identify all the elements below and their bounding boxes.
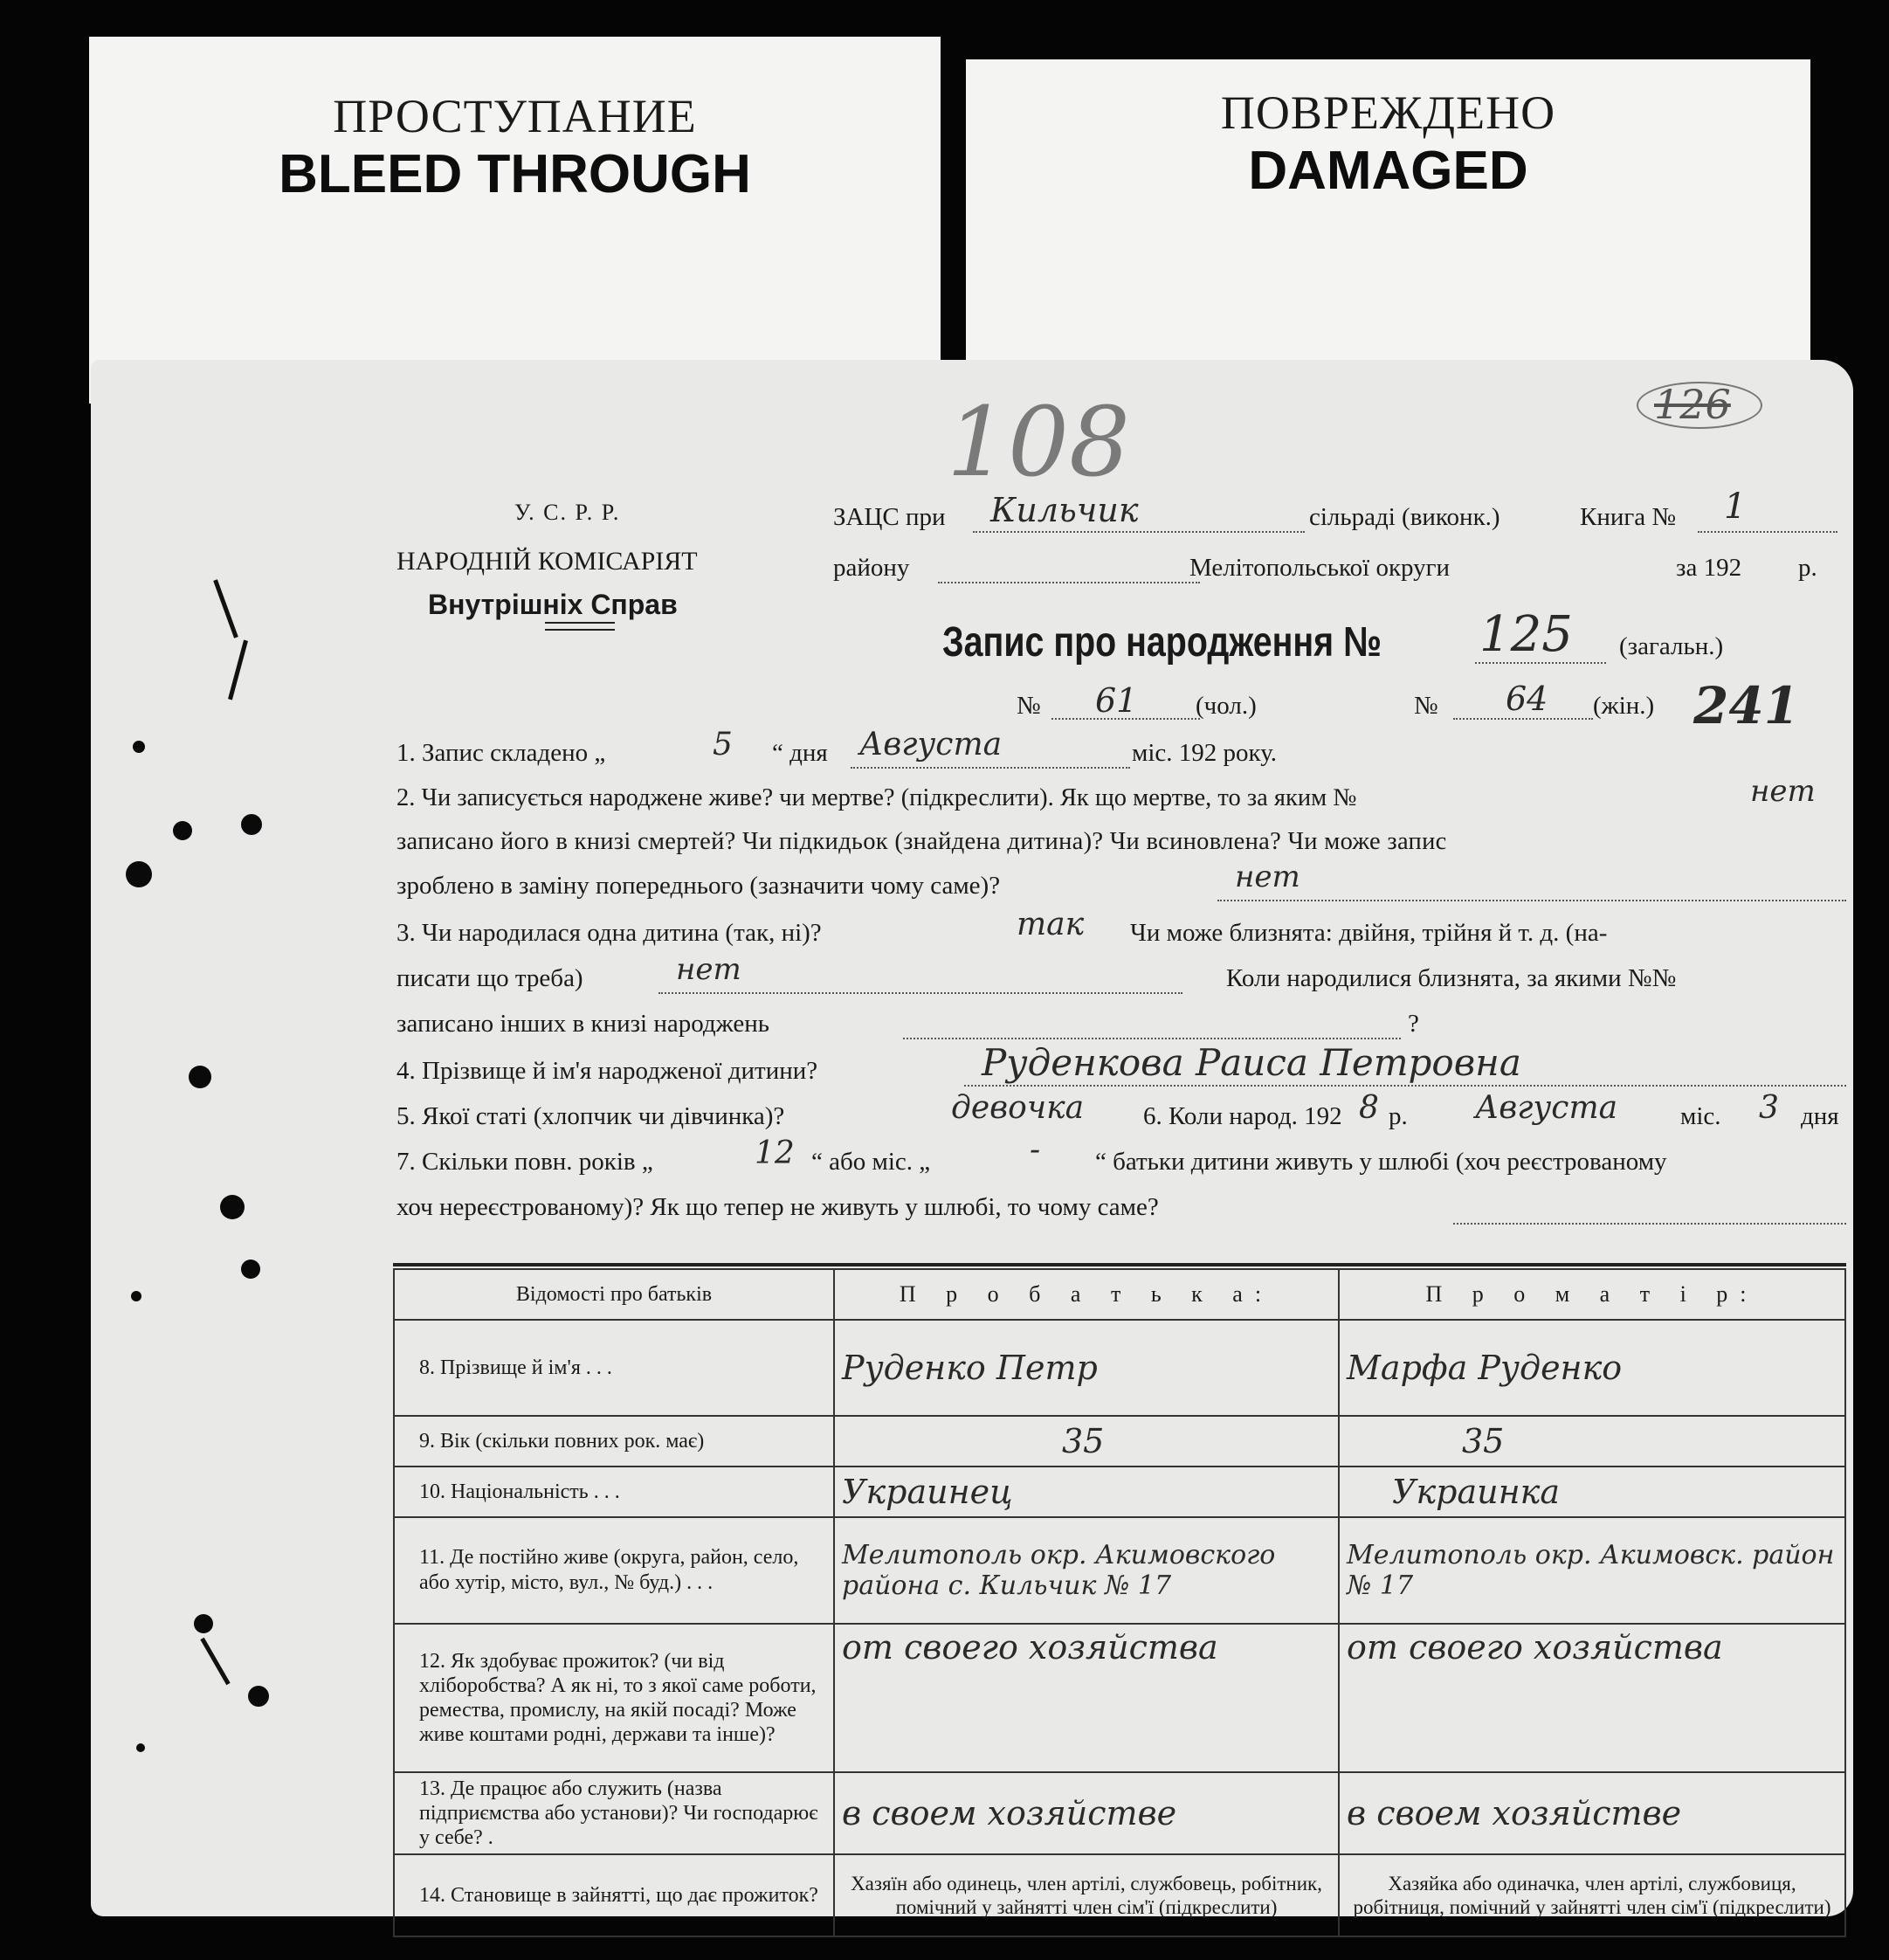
q7-months: - — [1030, 1132, 1041, 1168]
table-row — [394, 1416, 1845, 1467]
year-suffix: р. — [1798, 554, 1817, 582]
mother-value: Марфа Руденко — [1339, 1320, 1845, 1416]
q1-month-line — [851, 767, 1130, 769]
org-underline — [545, 622, 615, 624]
raion-label: району — [833, 554, 910, 582]
row-label: 9. Вік (скільки повних рок. має) — [394, 1416, 834, 1467]
archive-number-handwritten: 108 — [947, 386, 1130, 498]
q1-prefix: 1. Запис складено „ — [396, 739, 606, 767]
year-label: за 192 — [1676, 554, 1742, 582]
row-label: 11. Де постійно живе (округа, район, село, або хутір, місто, вул., № буд.) . . . — [394, 1517, 834, 1624]
q7-rest: “ батьки дитини живуть у шлюбі (хоч реєстрованому — [1095, 1148, 1667, 1176]
birth-record-sheet — [91, 360, 1853, 1916]
table-header-info: Відомості про батьків — [394, 1269, 834, 1320]
table-header-father: П р о б а т ь к а: — [834, 1269, 1339, 1320]
parents-table — [393, 1268, 1846, 1937]
village-name: Кильчик — [990, 491, 1139, 529]
punch-hole — [241, 1260, 260, 1279]
q2-line2: записано його в книзі смертей? Чи підкидьок (знайдена дитина)? Чи всиновлена? Чи може запис — [396, 828, 1447, 855]
q6-month: Августа — [1475, 1090, 1618, 1126]
q7-answer-line — [1453, 1223, 1846, 1225]
father-value: 35 — [834, 1416, 1339, 1467]
q4-answer-line — [964, 1085, 1846, 1087]
table-row — [394, 1517, 1845, 1624]
bleed-through-label-card — [89, 37, 941, 404]
father-value: Руденко Петр — [834, 1320, 1339, 1416]
village-field-line — [973, 531, 1305, 533]
father-value: в своем хозяйстве — [834, 1772, 1339, 1854]
mother-value: Мелитополь окр. Акимовск. район № 17 — [1339, 1517, 1845, 1624]
table-header-row — [394, 1269, 1845, 1320]
record-number-line — [1475, 662, 1606, 664]
record-number: 125 — [1479, 606, 1573, 663]
father-value: Хазяїн або одинець, член артілі, службовець, робітник, помічний у зайнятті член сім'ї (підкреслити) — [834, 1854, 1339, 1936]
q1-month: Августа — [859, 727, 1003, 763]
org-line2: НАРОДНІЙ КОМІСАРІЯТ — [396, 547, 698, 576]
male-number-line — [1051, 718, 1200, 720]
bleed-through-label-en: BLEED THROUGH — [279, 144, 751, 204]
table-row — [394, 1320, 1845, 1416]
bleed-through-label-ru: ПРОСТУПАНИЕ — [333, 90, 697, 142]
q2-line1: 2. Чи записується народжене живе? чи мертве? (підкреслити). Як що мертве, то за яким № — [396, 784, 1357, 811]
corner-number-circle — [1637, 382, 1762, 429]
q7-line2: хоч нереєстрованому)? Як що тепер не живуть у шлюбі, то чому саме? — [396, 1193, 1159, 1221]
row-label: 12. Як здобуває прожиток? (чи від хліборобства? А як ні, то з якої саме роботи, ремества, промислу, на якій посаді? Може живе коштами родні, держави та інше)? — [394, 1624, 834, 1772]
punch-hole — [248, 1686, 269, 1707]
okruha-label: Мелітопольської округи — [1189, 554, 1451, 582]
mother-value: в своем хозяйстве — [1339, 1772, 1845, 1854]
punch-hole — [189, 1066, 211, 1088]
q1-suffix: міс. 192 року. — [1132, 739, 1278, 767]
punch-hole — [136, 1743, 145, 1752]
punch-hole — [173, 821, 192, 840]
row-label: 10. Національність . . . — [394, 1467, 834, 1517]
q3-answer2: нет — [676, 952, 741, 987]
female-number: 64 — [1506, 680, 1548, 718]
tear-mark — [213, 579, 238, 638]
q6-r: р. — [1389, 1102, 1408, 1130]
q3-line1-rest: Чи може близнята: двійня, трійня й т. д. (на- — [1130, 919, 1608, 947]
tear-mark — [228, 640, 248, 700]
q7-prefix: 7. Скільки повн. років „ — [396, 1148, 653, 1176]
q6-label: 6. Коли народ. 192 — [1143, 1102, 1342, 1130]
q7-mid: “ або міс. „ — [811, 1148, 931, 1176]
q4-answer: Руденкова Раиса Петровна — [982, 1041, 1521, 1084]
q5-label: 5. Якої статі (хлопчик чи дівчинка)? — [396, 1102, 785, 1130]
row-label: 13. Де працює або служить (назва підприємства або установи)? Чи господарює у себе? . — [394, 1772, 834, 1854]
q5-answer: девочка — [951, 1090, 1085, 1126]
zags-prefix: ЗАЦС при — [833, 503, 946, 531]
q3-answer2-line — [658, 992, 1182, 994]
q2-answer: нет — [1235, 859, 1300, 894]
mother-value: от своего хозяйства — [1339, 1624, 1845, 1772]
punch-hole — [131, 1291, 141, 1301]
book-value: 1 — [1724, 487, 1747, 527]
father-value: от своего хозяйства — [834, 1624, 1339, 1772]
mother-value: 35 — [1339, 1416, 1845, 1467]
raion-field-line — [938, 582, 1200, 583]
q4-label: 4. Прізвище й ім'я народженої дитини? — [396, 1057, 818, 1085]
punch-hole — [241, 814, 262, 835]
punch-hole — [133, 741, 145, 753]
org-underline-2 — [545, 629, 615, 631]
q6-year: 8 — [1359, 1090, 1379, 1126]
row-label: 14. Становище в зайнятті, що дає прожиток? — [394, 1854, 834, 1936]
q3-line3: записано інших в книзі народжень — [396, 1010, 769, 1038]
table-header-mother: П р о м а т і р: — [1339, 1269, 1845, 1320]
book-field-line — [1698, 531, 1837, 533]
q7-years: 12 — [755, 1135, 795, 1171]
record-title: Запис про народження № — [942, 619, 1382, 666]
q3-line1: 3. Чи народилася одна дитина (так, ні)? — [396, 919, 822, 947]
q1-mid: “ дня — [772, 739, 828, 767]
q2-line3: зроблено в заміну попереднього (зазначити чому саме)? — [396, 872, 1001, 900]
book-label: Книга № — [1580, 503, 1677, 531]
q3-line3-end: ? — [1408, 1010, 1419, 1038]
council-label: сільраді (виконк.) — [1309, 503, 1500, 531]
table-row — [394, 1772, 1845, 1854]
damaged-label-ru: ПОВРЕЖДЕНО — [1220, 86, 1556, 139]
damaged-label-en: DAMAGED — [1248, 141, 1528, 201]
org-line3: Внутрішніх Справ — [428, 589, 678, 620]
punch-hole — [194, 1614, 213, 1633]
male-no-label: № — [1017, 692, 1041, 720]
damaged-label-card — [966, 59, 1810, 404]
q6-mis: міс. — [1680, 1102, 1721, 1130]
table-row — [394, 1854, 1845, 1936]
male-label: (чол.) — [1196, 692, 1257, 720]
female-number-line — [1453, 718, 1593, 720]
corner-number: 126 — [1654, 381, 1731, 428]
female-no-label: № — [1414, 692, 1438, 720]
row-label: 8. Прізвище й ім'я . . . — [394, 1320, 834, 1416]
table-row — [394, 1467, 1845, 1517]
punch-hole — [220, 1195, 245, 1219]
mother-value: Украинка — [1339, 1467, 1845, 1517]
tear-mark — [200, 1638, 230, 1685]
record-number-suffix: (загальн.) — [1619, 632, 1724, 660]
q3-line2: писати що треба) — [396, 964, 583, 992]
org-line1: У. С. Р. Р. — [514, 500, 621, 525]
father-value: Украинец — [834, 1467, 1339, 1517]
female-label: (жін.) — [1593, 692, 1655, 720]
table-row — [394, 1624, 1845, 1772]
margin-note: 241 — [1693, 676, 1800, 735]
q2-number: нет — [1750, 774, 1816, 809]
male-number: 61 — [1095, 681, 1138, 720]
q1-day: 5 — [713, 727, 733, 763]
q3-answer1: так — [1017, 907, 1085, 942]
q2-answer-line — [1217, 900, 1846, 901]
punch-hole — [126, 861, 152, 887]
q6-dnya: дня — [1801, 1102, 1839, 1130]
q3-line3-field — [903, 1038, 1401, 1039]
father-value: Мелитополь окр. Акимовского района с. Кильчик № 17 — [834, 1517, 1339, 1624]
mother-value: Хазяйка або одиначка, член артілі, службовиця, робітниця, помічний у зайнятті член сім'ї (підкреслити) — [1339, 1854, 1845, 1936]
table-top-rule — [393, 1263, 1846, 1266]
q3-line2-rest: Коли народилися близнята, за якими №№ — [1226, 964, 1677, 992]
q6-day: 3 — [1759, 1090, 1779, 1126]
